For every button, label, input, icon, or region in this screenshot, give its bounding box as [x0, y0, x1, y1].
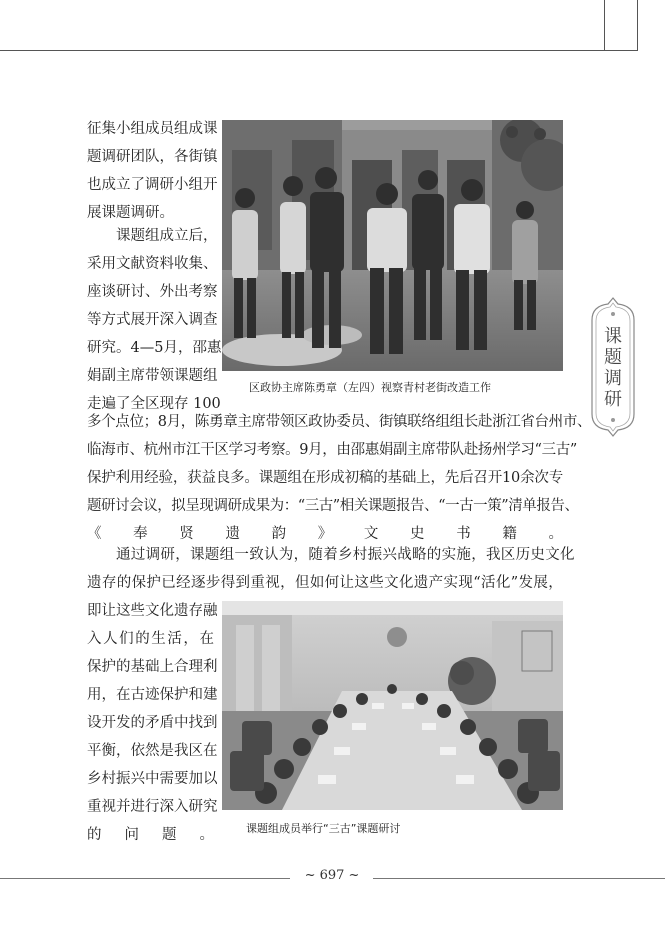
street-inspection-image: [222, 120, 563, 371]
text-line: 座谈研讨、外出考察: [87, 284, 218, 300]
text-line: 展课题调研。: [87, 205, 174, 221]
text-line: 等方式展开深入调查: [87, 312, 218, 328]
text-line: 用，在古迹保护和建: [87, 687, 218, 703]
header-tab-right-edge: [637, 0, 638, 51]
paragraph-3-continued: [87, 597, 218, 849]
text-line: 走遍了全区现存 100: [87, 396, 221, 412]
text-line: 的问题。: [87, 827, 214, 843]
side-tab-char: 课: [604, 326, 622, 347]
text-line: 重视并进行深入研究: [87, 799, 218, 815]
text-line: 课题组成立后，: [116, 228, 218, 244]
text-line: 采用文献资料收集、: [87, 256, 218, 272]
header-tab-left-edge: [604, 0, 605, 51]
text-line: 研究。4—5月，邵惠: [87, 340, 222, 356]
text-line: 保护的基础上合理利: [87, 659, 218, 675]
paragraph-1: [87, 115, 218, 227]
text-line: 设开发的矛盾中找到: [87, 715, 218, 731]
footer-rule-left: [0, 878, 290, 879]
text-line: 遗存的保护已经逐步得到重视，但如何让这些文化遗产实现“活化”发展，: [87, 575, 563, 591]
text-line: 题调研团队，各街镇: [87, 149, 218, 165]
text-line: 乡村振兴中需要加以: [87, 771, 218, 787]
text-line: 入人们的生活，在: [87, 631, 214, 647]
text-line: 临海市、杭州市江干区学习考察。9月，由邵惠娟副主席带队赴扬州学习“三古”: [87, 442, 577, 458]
side-tab-char: 研: [604, 389, 622, 410]
text-line: 题研讨会议，拟呈现调研成果为：“三古”相关课题报告、“一古一策”清单报告、: [87, 498, 579, 514]
text-line: 娟副主席带领课题组: [87, 368, 218, 384]
photo-caption: 课题组成员举行“三古”课题研讨: [246, 822, 401, 835]
paragraph-2-continued: [87, 408, 592, 548]
text-line: 即让这些文化遗存融: [87, 603, 218, 619]
photo-street-inspection: [222, 120, 563, 371]
meeting-room-image: [222, 601, 563, 810]
text-line: 保护利用经验，获益良多。课题组在形成初稿的基础上，先后召开10余次专: [87, 470, 563, 486]
text-line: 征集小组成员组成课: [87, 121, 218, 137]
photo-caption: 区政协主席陈勇章（左四）视察青村老街改造工作: [249, 381, 491, 394]
section-side-tab: [588, 296, 638, 438]
page-number: ~ 697 ~: [304, 868, 360, 883]
side-tab-char: 题: [604, 347, 622, 368]
text-line: 通过调研，课题组一致认为，随着乡村振兴战略的实施，我区历史文化: [116, 547, 575, 563]
photo-meeting-room: [222, 601, 563, 810]
paragraph-2: [87, 222, 222, 418]
paragraph-3: [87, 541, 575, 597]
header-rule: [0, 50, 638, 51]
text-line: 《奉贤遗韵》文史书籍。: [87, 526, 563, 542]
footer-rule-right: [373, 878, 665, 879]
text-line: 平衡，依然是我区在: [87, 743, 218, 759]
side-tab-char: 调: [604, 368, 622, 389]
text-line: 多个点位；8月，陈勇章主席带领区政协委员、街镇联络组组长赴浙江省台州市、: [87, 414, 592, 430]
text-line: 也成立了调研小组开: [87, 177, 218, 193]
